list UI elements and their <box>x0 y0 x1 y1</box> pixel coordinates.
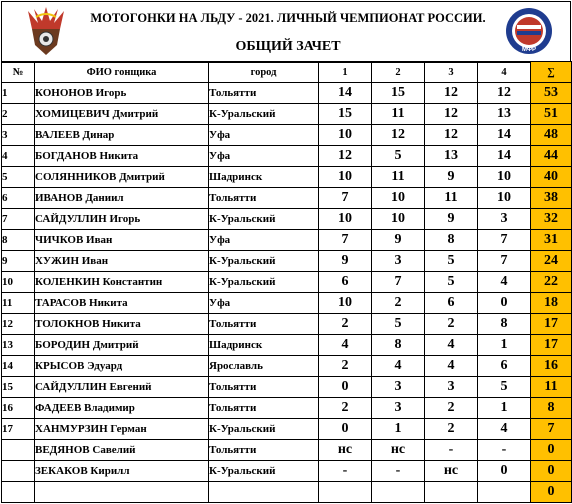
col-header-number: № <box>2 62 35 83</box>
stage-3-cell: 5 <box>425 251 478 272</box>
stage-2-cell: 5 <box>372 146 425 167</box>
stage-2-cell: 8 <box>372 335 425 356</box>
total-cell: 0 <box>531 461 572 482</box>
stage-4-cell: 3 <box>478 209 531 230</box>
total-cell: 17 <box>531 335 572 356</box>
document-title: МОТОГОНКИ НА ЛЬДУ - 2021. ЛИЧНЫЙ ЧЕМПИОНАТ РОССИИ. <box>90 11 486 25</box>
stage-3-cell: 11 <box>425 188 478 209</box>
stage-4-cell: 1 <box>478 398 531 419</box>
rank-cell: 7 <box>2 209 35 230</box>
total-cell: 44 <box>531 146 572 167</box>
total-cell: 17 <box>531 314 572 335</box>
rank-cell: 6 <box>2 188 35 209</box>
rider-name-cell: ЧИЧКОВ Иван <box>35 230 209 251</box>
section-title: ОБЩИЙ ЗАЧЕТ <box>235 39 341 54</box>
rank-cell: 10 <box>2 272 35 293</box>
stage-3-cell: 4 <box>425 356 478 377</box>
table-row <box>2 146 572 167</box>
rider-name-cell: БОГДАНОВ Никита <box>35 146 209 167</box>
rider-name-cell: КОНОНОВ Игорь <box>35 83 209 104</box>
stage-1-cell: 7 <box>319 230 372 251</box>
stage-1-cell: 10 <box>319 167 372 188</box>
stage-2-cell: 7 <box>372 272 425 293</box>
city-cell: К-Уральский <box>209 419 319 440</box>
stage-1-cell: 9 <box>319 251 372 272</box>
mfr-federation-logo-icon <box>504 6 554 56</box>
rank-cell: 13 <box>2 335 35 356</box>
city-cell: Шадринск <box>209 335 319 356</box>
table-row <box>2 314 572 335</box>
rank-cell <box>2 461 35 482</box>
rider-name-cell: ЗЕКАКОВ Кирилл <box>35 461 209 482</box>
results-table <box>1 61 572 503</box>
total-cell: 32 <box>531 209 572 230</box>
stage-1-cell: 10 <box>319 125 372 146</box>
stage-2-cell: 11 <box>372 167 425 188</box>
rider-name-cell: САЙДУЛЛИН Евгений <box>35 377 209 398</box>
table-row <box>2 419 572 440</box>
table-row <box>2 461 572 482</box>
rider-name-cell: ФАДЕЕВ Владимир <box>35 398 209 419</box>
stage-2-cell: 4 <box>372 356 425 377</box>
stage-2-cell: 15 <box>372 83 425 104</box>
table-row <box>2 230 572 251</box>
rank-cell: 15 <box>2 377 35 398</box>
rider-name-cell: КОЛЕНКИН Константин <box>35 272 209 293</box>
city-cell: Тольятти <box>209 440 319 461</box>
stage-3-cell: 12 <box>425 83 478 104</box>
city-cell: Тольятти <box>209 188 319 209</box>
city-cell: Шадринск <box>209 167 319 188</box>
rider-name-cell: ИВАНОВ Даниил <box>35 188 209 209</box>
stage-4-cell: 14 <box>478 125 531 146</box>
rank-cell: 8 <box>2 230 35 251</box>
city-cell: К-Уральский <box>209 251 319 272</box>
stage-1-cell: 2 <box>319 398 372 419</box>
table-row <box>2 377 572 398</box>
stage-2-cell: 1 <box>372 419 425 440</box>
table-row <box>2 251 572 272</box>
col-header-stage-1: 1 <box>319 62 372 83</box>
stage-4-cell: 6 <box>478 356 531 377</box>
stage-1-cell: 0 <box>319 419 372 440</box>
stage-1-cell: нс <box>319 440 372 461</box>
city-cell: Тольятти <box>209 83 319 104</box>
table-row <box>2 188 572 209</box>
stage-1-cell <box>319 482 372 503</box>
stage-4-cell: 14 <box>478 146 531 167</box>
city-cell: Ярославль <box>209 356 319 377</box>
table-row <box>2 83 572 104</box>
stage-4-cell: 7 <box>478 251 531 272</box>
stage-3-cell: 8 <box>425 230 478 251</box>
total-cell: 53 <box>531 83 572 104</box>
stage-2-cell: 2 <box>372 293 425 314</box>
stage-2-cell: - <box>372 461 425 482</box>
stage-3-cell: 9 <box>425 209 478 230</box>
total-cell: 22 <box>531 272 572 293</box>
stage-4-cell: 5 <box>478 377 531 398</box>
stage-2-cell: 10 <box>372 209 425 230</box>
stage-4-cell: 7 <box>478 230 531 251</box>
table-row <box>2 272 572 293</box>
stage-4-cell: 4 <box>478 272 531 293</box>
col-header-stage-2: 2 <box>372 62 425 83</box>
stage-2-cell <box>372 482 425 503</box>
rider-name-cell: ХАНМУРЗИН Герман <box>35 419 209 440</box>
stage-2-cell: 3 <box>372 377 425 398</box>
stage-3-cell: 9 <box>425 167 478 188</box>
table-row <box>2 104 572 125</box>
total-cell: 11 <box>531 377 572 398</box>
stage-1-cell: 15 <box>319 104 372 125</box>
stage-1-cell: 10 <box>319 293 372 314</box>
stage-3-cell: 2 <box>425 419 478 440</box>
rank-cell: 1 <box>2 83 35 104</box>
table-row <box>2 125 572 146</box>
city-cell: Уфа <box>209 125 319 146</box>
stage-1-cell: 2 <box>319 314 372 335</box>
stage-4-cell: 10 <box>478 167 531 188</box>
city-cell: Уфа <box>209 293 319 314</box>
stage-3-cell: 13 <box>425 146 478 167</box>
rank-cell <box>2 482 35 503</box>
stage-4-cell: 13 <box>478 104 531 125</box>
stage-2-cell: 3 <box>372 398 425 419</box>
stage-2-cell: 11 <box>372 104 425 125</box>
stage-3-cell: 4 <box>425 335 478 356</box>
table-row <box>2 440 572 461</box>
rider-name-cell: ХОМИЦЕВИЧ Дмитрий <box>35 104 209 125</box>
stage-2-cell: 5 <box>372 314 425 335</box>
city-cell: Тольятти <box>209 398 319 419</box>
stage-4-cell: 10 <box>478 188 531 209</box>
total-cell: 0 <box>531 482 572 503</box>
col-header-rider: ФИО гонщика <box>35 62 209 83</box>
stage-1-cell: - <box>319 461 372 482</box>
rider-name-cell: БОРОДИН Дмитрий <box>35 335 209 356</box>
championship-emblem-icon <box>26 5 66 57</box>
city-cell: К-Уральский <box>209 461 319 482</box>
stage-3-cell: 3 <box>425 377 478 398</box>
stage-1-cell: 14 <box>319 83 372 104</box>
stage-1-cell: 4 <box>319 335 372 356</box>
stage-3-cell: 2 <box>425 314 478 335</box>
rank-cell: 14 <box>2 356 35 377</box>
stage-1-cell: 0 <box>319 377 372 398</box>
stage-2-cell: нс <box>372 440 425 461</box>
results-sheet <box>1 1 571 502</box>
rider-name-cell: ВАЛЕЕВ Динар <box>35 125 209 146</box>
total-cell: 48 <box>531 125 572 146</box>
rank-cell: 5 <box>2 167 35 188</box>
stage-4-cell: 0 <box>478 461 531 482</box>
table-row <box>2 209 572 230</box>
rider-name-cell: ТАРАСОВ Никита <box>35 293 209 314</box>
stage-4-cell: 0 <box>478 293 531 314</box>
table-row <box>2 482 572 503</box>
col-header-city: город <box>209 62 319 83</box>
table-row <box>2 335 572 356</box>
table-row <box>2 356 572 377</box>
city-cell: Тольятти <box>209 377 319 398</box>
stage-3-cell <box>425 482 478 503</box>
total-cell: 0 <box>531 440 572 461</box>
stage-3-cell: 6 <box>425 293 478 314</box>
stage-3-cell: 12 <box>425 104 478 125</box>
stage-1-cell: 7 <box>319 188 372 209</box>
total-cell: 40 <box>531 167 572 188</box>
total-cell: 38 <box>531 188 572 209</box>
city-cell: К-Уральский <box>209 209 319 230</box>
total-cell: 51 <box>531 104 572 125</box>
city-cell: К-Уральский <box>209 272 319 293</box>
city-cell <box>209 482 319 503</box>
table-row <box>2 293 572 314</box>
total-cell: 8 <box>531 398 572 419</box>
rank-cell: 4 <box>2 146 35 167</box>
stage-4-cell: 1 <box>478 335 531 356</box>
header-box <box>1 1 571 63</box>
stage-3-cell: - <box>425 440 478 461</box>
rank-cell: 12 <box>2 314 35 335</box>
rider-name-cell: СОЛЯННИКОВ Дмитрий <box>35 167 209 188</box>
total-cell: 24 <box>531 251 572 272</box>
stage-4-cell: 12 <box>478 83 531 104</box>
stage-2-cell: 12 <box>372 125 425 146</box>
table-row <box>2 167 572 188</box>
rank-cell: 16 <box>2 398 35 419</box>
rider-name-cell: ВЕДЯНОВ Савелий <box>35 440 209 461</box>
stage-3-cell: нс <box>425 461 478 482</box>
table-row <box>2 398 572 419</box>
rider-name-cell: ХУЖИН Иван <box>35 251 209 272</box>
stage-1-cell: 12 <box>319 146 372 167</box>
stage-4-cell: 8 <box>478 314 531 335</box>
stage-2-cell: 9 <box>372 230 425 251</box>
stage-4-cell <box>478 482 531 503</box>
stage-2-cell: 3 <box>372 251 425 272</box>
stage-3-cell: 5 <box>425 272 478 293</box>
rider-name-cell: САЙДУЛЛИН Игорь <box>35 209 209 230</box>
total-cell: 7 <box>531 419 572 440</box>
stage-1-cell: 10 <box>319 209 372 230</box>
col-header-stage-3: 3 <box>425 62 478 83</box>
col-header-stage-4: 4 <box>478 62 531 83</box>
rank-cell: 2 <box>2 104 35 125</box>
col-header-total: ∑ <box>531 62 572 83</box>
stage-3-cell: 12 <box>425 125 478 146</box>
rank-cell: 17 <box>2 419 35 440</box>
city-cell: К-Уральский <box>209 104 319 125</box>
total-cell: 16 <box>531 356 572 377</box>
city-cell: Уфа <box>209 230 319 251</box>
rider-name-cell: КРЫСОВ Эдуард <box>35 356 209 377</box>
logo-caption: МФР <box>521 47 537 53</box>
stage-1-cell: 6 <box>319 272 372 293</box>
stage-1-cell: 2 <box>319 356 372 377</box>
rank-cell: 11 <box>2 293 35 314</box>
rank-cell <box>2 440 35 461</box>
stage-2-cell: 10 <box>372 188 425 209</box>
stage-4-cell: 4 <box>478 419 531 440</box>
rank-cell: 9 <box>2 251 35 272</box>
city-cell: Тольятти <box>209 314 319 335</box>
total-cell: 18 <box>531 293 572 314</box>
rank-cell: 3 <box>2 125 35 146</box>
rider-name-cell <box>35 482 209 503</box>
city-cell: Уфа <box>209 146 319 167</box>
table-header-row <box>2 62 572 83</box>
stage-3-cell: 2 <box>425 398 478 419</box>
total-cell: 31 <box>531 230 572 251</box>
rider-name-cell: ТОЛОКНОВ Никита <box>35 314 209 335</box>
stage-4-cell: - <box>478 440 531 461</box>
